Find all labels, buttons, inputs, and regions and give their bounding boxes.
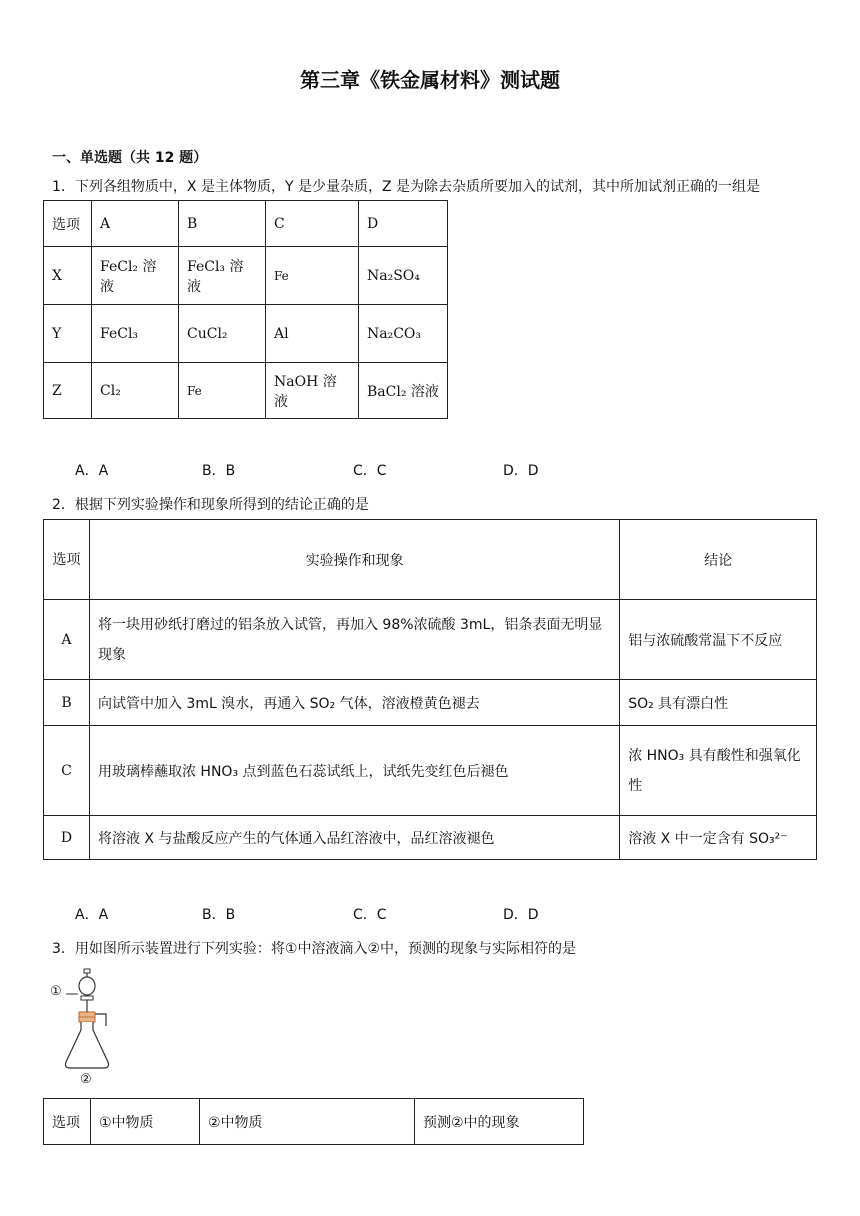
q2-row-label: B [44,680,90,726]
q1-cell: Fe [179,363,266,419]
q2-option-b[interactable]: B．B [202,907,236,923]
q1-row-label: X [44,247,92,305]
q1-option-c[interactable]: C．C [353,463,387,479]
q1-cell: Fe [266,247,359,305]
label-flask: ② [80,1072,92,1087]
q2-operation: 用玻璃棒蘸取浓 HNO₃ 点到蓝色石蕊试纸上，试纸先变红色后褪色 [89,726,619,816]
q2-option-a[interactable]: A．A [75,907,109,923]
q2-operation: 将一块用砂纸打磨过的铝条放入试管，再加入 98%浓硫酸 3mL，铝条表面无明显现象 [89,600,619,680]
q1-table [43,200,448,419]
q2-conclusion: 铝与浓硫酸常温下不反应 [620,600,817,680]
q2-conclusion: SO₂ 具有漂白性 [620,680,817,726]
q2-operation: 向试管中加入 3mL 溴水，再通入 SO₂ 气体，溶液橙黄色褪去 [89,680,619,726]
q3-header-cell: 选项 [44,1099,91,1145]
q1-row-label: Z [44,363,92,419]
q1-header-cell: 选项 [44,201,92,247]
q2-header-cell: 结论 [620,520,817,600]
q2-row-label: D [44,816,90,860]
q2-header-cell: 实验操作和现象 [89,520,619,600]
q1-cell: FeCl₂ 溶液 [92,247,179,305]
q1-option-b[interactable]: B．B [202,463,236,479]
q2-table [43,519,817,860]
q2-stem: 2．根据下列实验操作和现象所得到的结论正确的是 [52,497,369,513]
q1-header-cell: A [92,201,179,247]
apparatus-figure [48,966,128,1092]
q3-header-cell: ①中物质 [91,1099,200,1145]
q1-row-label: Y [44,305,92,363]
q2-option-d[interactable]: D．D [503,907,539,923]
flask-apparatus-icon [48,966,128,1078]
q1-header-cell: C [266,201,359,247]
q1-cell: Al [266,305,359,363]
q1-option-d[interactable]: D．D [503,463,539,479]
q3-table [43,1098,584,1145]
label-funnel: ① [50,984,62,999]
q1-stem: 1．下列各组物质中，X 是主体物质，Y 是少量杂质，Z 是为除去杂质所要加入的试剂，其中所加试剂正确的一组是 [52,179,760,195]
q1-cell: Na₂CO₃ [359,305,448,363]
q2-row-label: A [44,600,90,680]
q3-stem: 3．用如图所示装置进行下列实验：将①中溶液滴入②中，预测的现象与实际相符的是 [52,941,577,957]
q1-cell: Na₂SO₄ [359,247,448,305]
q3-header-cell: ②中物质 [200,1099,415,1145]
q3-header-cell: 预测②中的现象 [415,1099,584,1145]
q1-cell: NaOH 溶液 [266,363,359,419]
section-heading: 一、单选题（共 12 题） [52,150,208,166]
q2-option-c[interactable]: C．C [353,907,387,923]
page-title: 第三章《铁金属材料》测试题 [300,68,560,92]
q2-operation: 将溶液 X 与盐酸反应产生的气体通入品红溶液中，品红溶液褪色 [89,816,619,860]
q2-header-cell: 选项 [44,520,90,600]
q1-cell: FeCl₃ [92,305,179,363]
q1-header-cell: B [179,201,266,247]
q1-option-a[interactable]: A．A [75,463,109,479]
q2-conclusion: 浓 HNO₃ 具有酸性和强氧化性 [620,726,817,816]
q1-cell: Cl₂ [92,363,179,419]
q1-cell: CuCl₂ [179,305,266,363]
q2-conclusion: 溶液 X 中一定含有 SO₃²⁻ [620,816,817,860]
q1-cell: BaCl₂ 溶液 [359,363,448,419]
q2-row-label: C [44,726,90,816]
q1-cell: FeCl₃ 溶液 [179,247,266,305]
q1-header-cell: D [359,201,448,247]
